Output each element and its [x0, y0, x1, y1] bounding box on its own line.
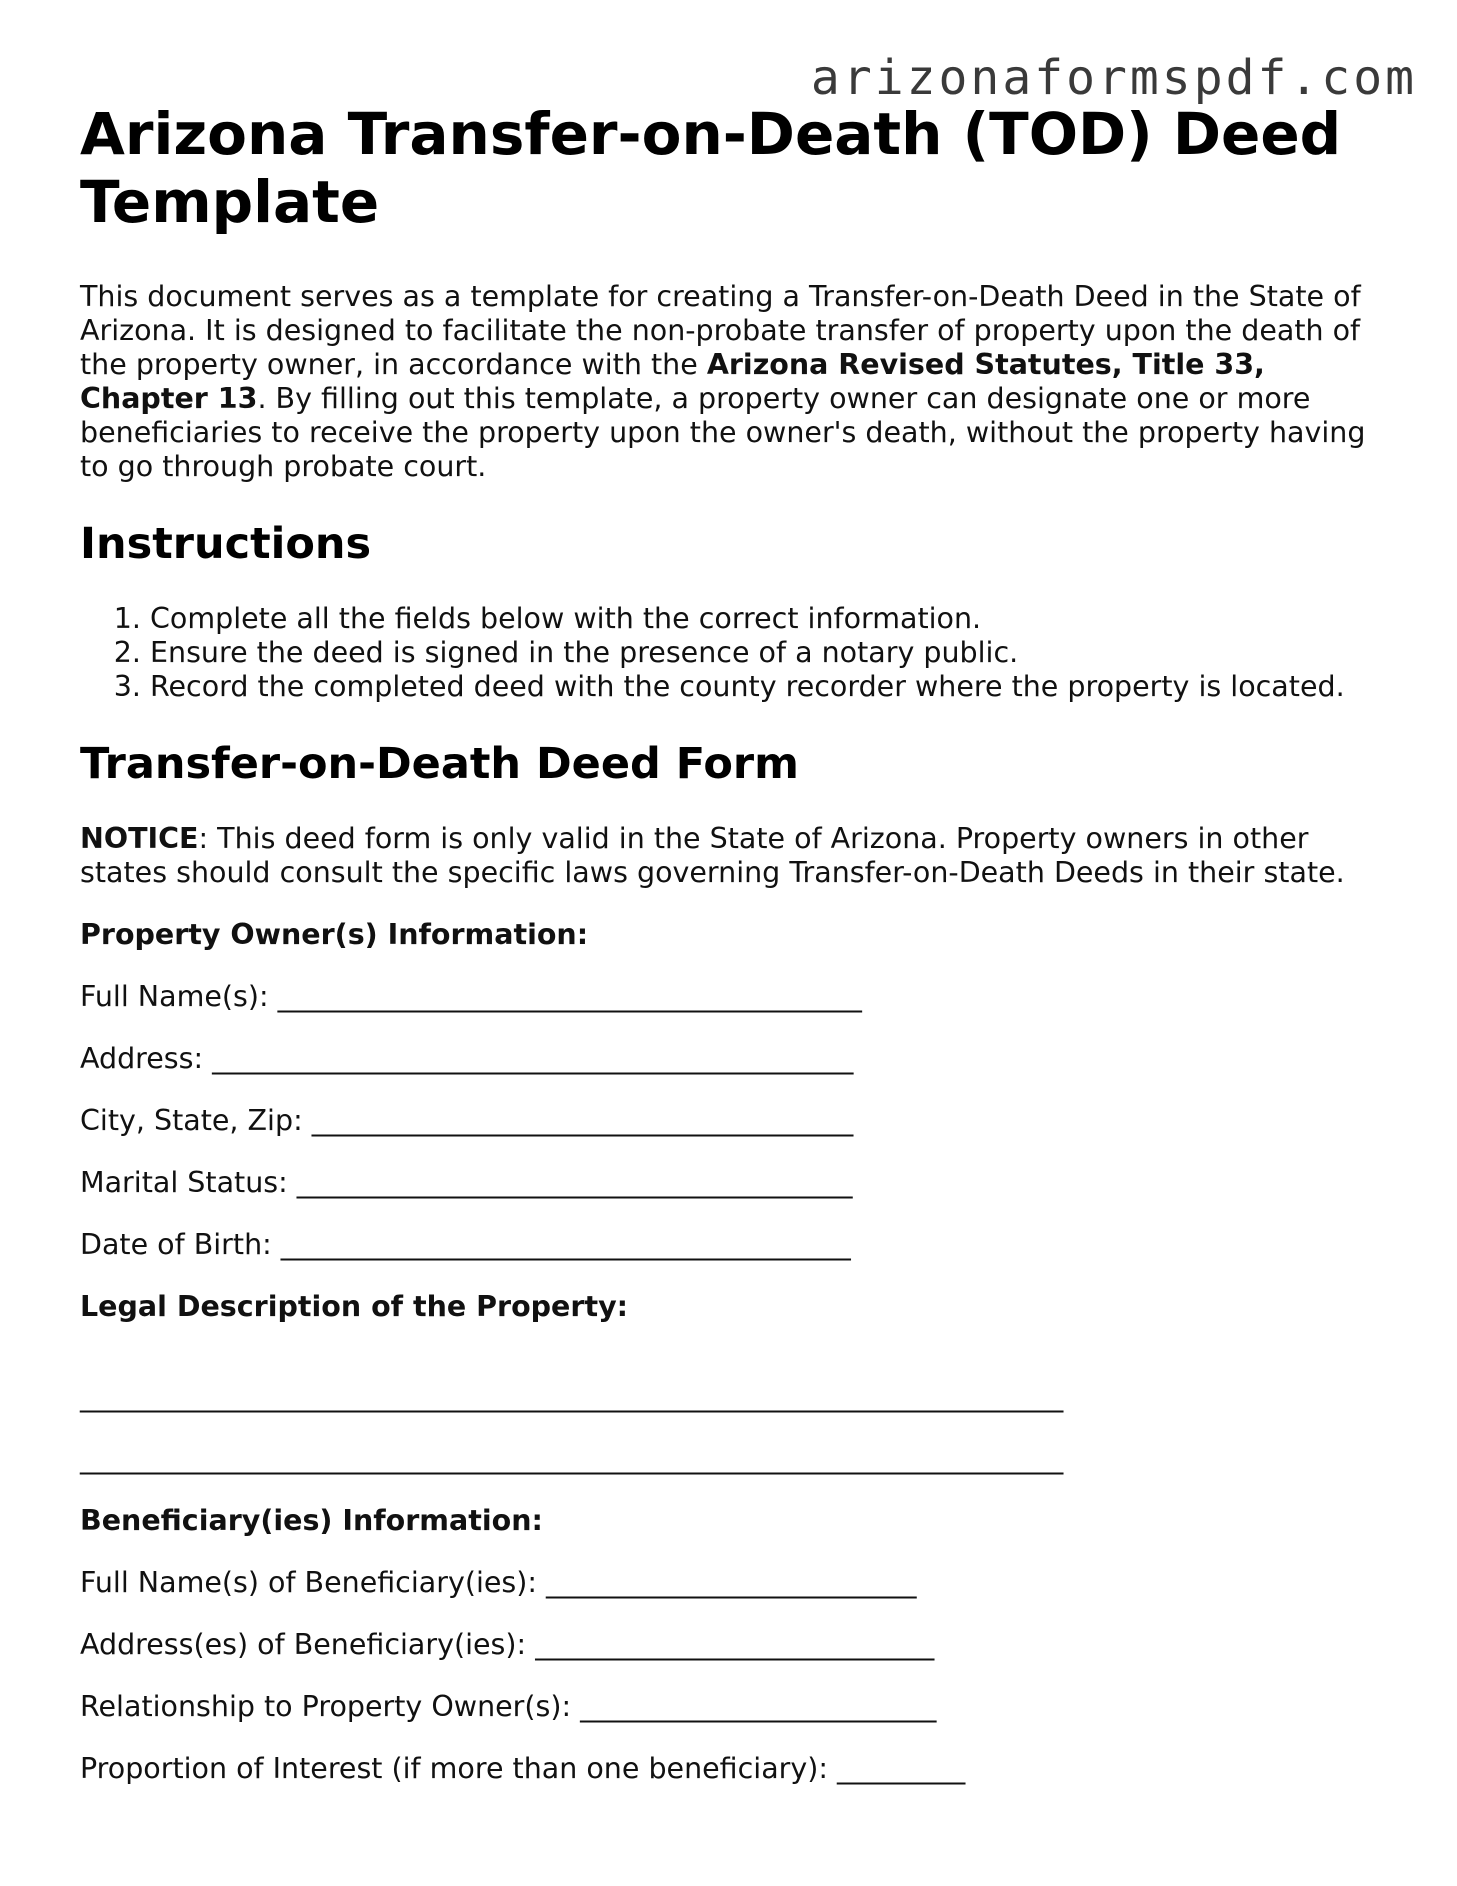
instruction-step: 3. Record the completed deed with the county recorder where the property is located. — [150, 670, 1380, 704]
beneficiary-section-heading: Beneficiary(ies) Information: — [80, 1504, 543, 1537]
notice-text: : This deed form is only valid in the State of Arizona. Property owners in other states should consult the specific laws governing Transfer-on-Death Deeds in their state. — [80, 822, 1345, 889]
instructions-list — [80, 602, 1380, 704]
owner-date-of-birth-blank[interactable]: ________________________________________ — [280, 1228, 851, 1261]
legal-description-heading: Legal Description of the Property: — [80, 1290, 629, 1323]
statute-reference: Arizona Revised Statutes, Title 33, Chapter 13 — [80, 348, 1265, 415]
beneficiary-relationship-blank[interactable]: _________________________ — [580, 1690, 937, 1723]
form-heading: Transfer-on-Death Deed Form — [80, 739, 799, 789]
field-label: City, State, Zip: — [80, 1104, 312, 1137]
notice-paragraph — [80, 822, 1380, 890]
owner-full-name-field — [80, 980, 1380, 1014]
owner-marital-status-field — [80, 1166, 1380, 1200]
legal-description-spacer — [80, 1352, 1380, 1380]
beneficiary-full-name-blank[interactable]: __________________________ — [546, 1566, 917, 1599]
field-label: Date of Birth: — [80, 1228, 281, 1261]
intro-paragraph — [80, 280, 1380, 484]
field-label: Address(es) of Beneficiary(ies): — [80, 1628, 536, 1661]
beneficiary-relationship-field — [80, 1690, 1380, 1724]
document-title: Arizona Transfer-on-Death (TOD) Deed Template — [80, 100, 1342, 236]
field-label: Marital Status: — [80, 1166, 297, 1199]
owner-full-name-blank[interactable]: _________________________________________ — [277, 980, 862, 1013]
owner-date-of-birth-field — [80, 1228, 1380, 1262]
owner-marital-status-blank[interactable]: _______________________________________ — [296, 1166, 853, 1199]
instructions-heading: Instructions — [80, 519, 372, 569]
field-label: Full Name(s): — [80, 980, 278, 1013]
instruction-step: 1. Complete all the fields below with the correct information. — [150, 602, 1380, 636]
owner-section-heading: Property Owner(s) Information: — [80, 918, 589, 951]
beneficiary-proportion-field — [80, 1752, 1380, 1786]
field-label: Full Name(s) of Beneficiary(ies): — [80, 1566, 547, 1599]
owner-address-field — [80, 1042, 1380, 1076]
beneficiary-address-blank[interactable]: ____________________________ — [535, 1628, 935, 1661]
notice-label: NOTICE — [80, 822, 199, 855]
field-label: Proportion of Interest (if more than one beneficiary): — [80, 1752, 838, 1785]
beneficiary-full-name-field — [80, 1566, 1380, 1600]
legal-description-line[interactable]: _____________________________________________________________________ — [80, 1380, 1064, 1413]
watermark: arizonaformspdf.com — [810, 50, 1417, 106]
field-label: Relationship to Property Owner(s): — [80, 1690, 581, 1723]
intro-text-2: . By filling out this template, a property owner can designate one or more beneficiaries to receive the property upon the owner's death, without the property having to go through probate court. — [80, 382, 1366, 483]
legal-description-line[interactable]: _____________________________________________________________________ — [80, 1442, 1064, 1475]
owner-city-state-zip-blank[interactable]: ______________________________________ — [311, 1104, 854, 1137]
owner-address-blank[interactable]: _____________________________________________ — [212, 1042, 854, 1075]
document-page — [80, 100, 1380, 1814]
instruction-step: 2. Ensure the deed is signed in the presence of a notary public. — [150, 636, 1380, 670]
beneficiary-address-field — [80, 1628, 1380, 1662]
intro-text-1: This document serves as a template for creating a Transfer-on-Death Deed in the State of Arizona. It is designed to facilitate the non-probate transfer of property upon the death of the property owner, in accordance with the — [80, 280, 1361, 381]
beneficiary-proportion-blank[interactable]: _________ — [837, 1752, 966, 1785]
field-label: Address: — [80, 1042, 213, 1075]
owner-city-state-zip-field — [80, 1104, 1380, 1138]
